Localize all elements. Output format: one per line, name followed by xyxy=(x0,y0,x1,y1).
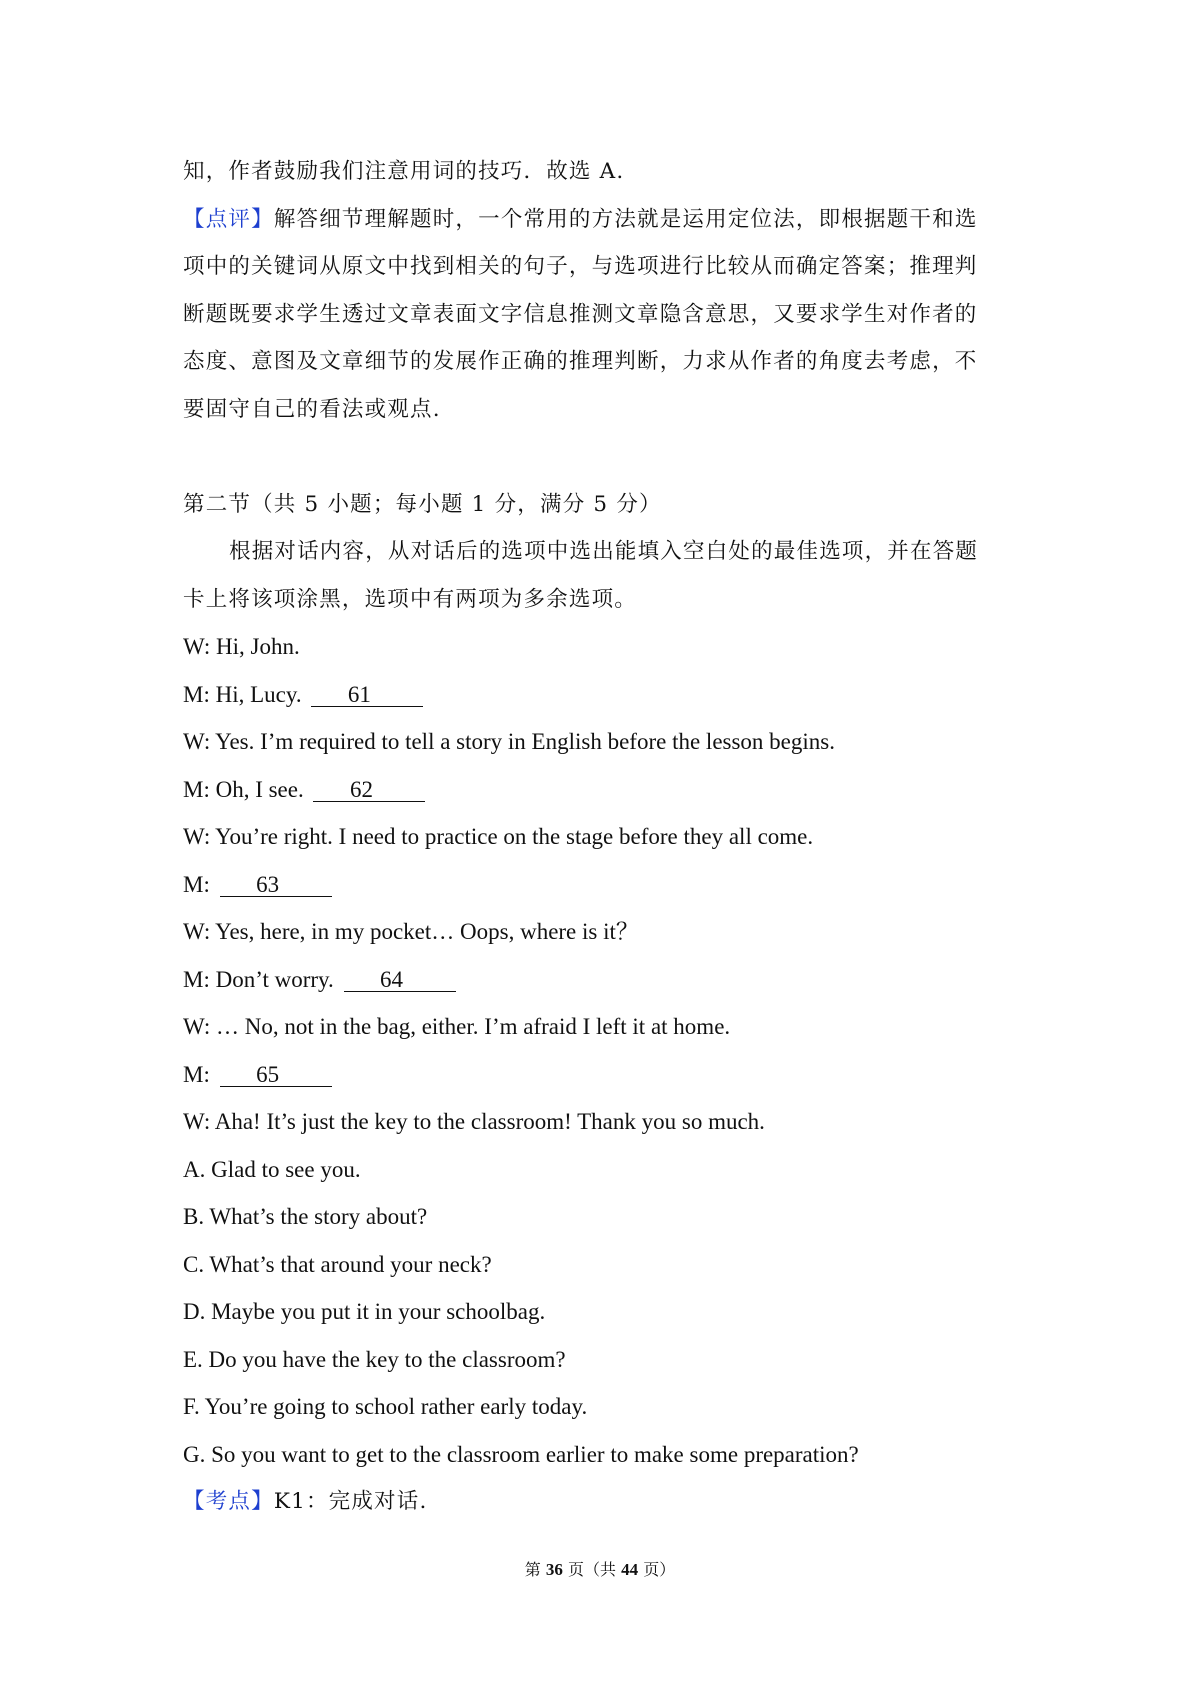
option-item: F. You’re going to school rather early today. xyxy=(183,1394,588,1419)
dialogue-text: W: … No, not in the bag, either. I’m afraid I left it at home. xyxy=(183,1014,731,1039)
comment-line xyxy=(183,196,1023,244)
dialogue-line xyxy=(183,813,1023,861)
dialogue-text: W: Hi, John. xyxy=(183,634,300,659)
section-title-text: 第二节（共 5 小题；每小题 1 分，满分 5 分） xyxy=(183,491,662,517)
blank-number: 61 xyxy=(347,681,371,707)
page-footer xyxy=(0,1557,1200,1580)
dialogue-text: M: Hi, Lucy. xyxy=(183,681,302,707)
dialogue-text: W: You’re right. I need to practice on the stage before they all come. xyxy=(183,824,814,849)
dialogue-text: M: Don’t worry. xyxy=(183,966,334,992)
footer-middle: 页（共 xyxy=(567,1560,616,1579)
dialogue-text: M: xyxy=(183,1061,210,1087)
comment-text: 要固守自己的看法或观点. xyxy=(183,396,441,422)
dialogue-text: W: Yes, here, in my pocket… Oops, where is it？ xyxy=(183,919,639,944)
dialogue-line xyxy=(183,1051,1023,1099)
option-item: G. So you want to get to the classroom earlier to make some preparation? xyxy=(183,1441,859,1467)
dialogue-line xyxy=(183,766,1023,814)
comment-line xyxy=(183,243,1023,291)
page-content xyxy=(183,148,1023,1526)
instruction-text: 根据对话内容，从对话后的选项中选出能填入空白处的最佳选项，并在答题 xyxy=(229,539,979,564)
answer-blank xyxy=(220,871,332,897)
blank-number: 65 xyxy=(256,1061,280,1087)
dialogue xyxy=(183,623,1023,1146)
option-item: D. Maybe you put it in your schoolbag. xyxy=(183,1299,546,1324)
comment-line xyxy=(183,291,1023,339)
comment-text: 项中的关键词从原文中找到相关的句子，与选项进行比较从而确定答案；推理判 xyxy=(183,254,978,279)
section-instruction xyxy=(183,528,1023,576)
current-page-number: 36 xyxy=(545,1560,563,1579)
answer-options xyxy=(183,1146,1023,1479)
option-item: A. Glad to see you. xyxy=(183,1156,361,1182)
dialogue-line xyxy=(183,718,1023,766)
dialogue-text: M: Oh, I see. xyxy=(183,776,304,802)
blank-number: 64 xyxy=(380,966,404,992)
instruction-text: 卡上将该项涂黑，选项中有两项为多余选项。 xyxy=(183,586,638,612)
dialogue-line xyxy=(183,1098,1023,1146)
option-item: B. What’s the story about? xyxy=(183,1204,428,1229)
dialogue-text: W: Aha! It’s just the key to the classroom! Thank you so much. xyxy=(183,1109,765,1134)
comment-tag: 【点评】 xyxy=(183,206,274,232)
comment-text: 态度、意图及文章细节的发展作正确的推理判断，力求从作者的角度去考虑，不 xyxy=(183,349,978,374)
section-title xyxy=(183,481,1023,529)
dialogue-line xyxy=(183,671,1023,719)
comment-line xyxy=(183,386,1023,434)
answer-blank xyxy=(344,966,456,992)
comment-text: 解答细节理解题时，一个常用的方法就是运用定位法，即根据题干和选 xyxy=(273,206,978,232)
dialogue-line xyxy=(183,861,1023,909)
option-item: E. Do you have the key to the classroom? xyxy=(183,1346,566,1372)
footer-suffix: 页） xyxy=(643,1560,676,1579)
section-instruction xyxy=(183,576,1023,624)
comment-text: 断题既要求学生透过文章表面文字信息推测文章隐含意思，又要求学生对作者的 xyxy=(183,301,978,327)
answer-blank xyxy=(220,1061,332,1087)
kaodian-tag: 【考点】 xyxy=(183,1489,274,1514)
blank-number: 62 xyxy=(349,776,373,802)
total-page-number: 44 xyxy=(621,1560,639,1579)
dialogue-line xyxy=(183,1003,1023,1051)
dialogue-line xyxy=(183,956,1023,1004)
explanation-text: 知，作者鼓励我们注意用词的技巧．故选 A. xyxy=(183,159,625,184)
blank-number: 63 xyxy=(256,871,280,897)
dialogue-line xyxy=(183,908,1023,956)
spacer xyxy=(183,433,1023,481)
dialogue-text: W: Yes. I’m required to tell a story in English before the lesson begins. xyxy=(183,729,835,754)
dialogue-text: M: xyxy=(183,871,210,897)
footer-prefix: 第 xyxy=(524,1560,541,1579)
answer-blank xyxy=(313,776,425,802)
kaodian-text: K1：完成对话. xyxy=(273,1489,428,1514)
kaodian-line xyxy=(183,1478,1023,1526)
dialogue-line xyxy=(183,623,1023,671)
answer-blank xyxy=(311,681,423,707)
comment-line xyxy=(183,338,1023,386)
option-item: C. What’s that around your neck? xyxy=(183,1251,492,1277)
answer-explanation-line xyxy=(183,148,1023,196)
